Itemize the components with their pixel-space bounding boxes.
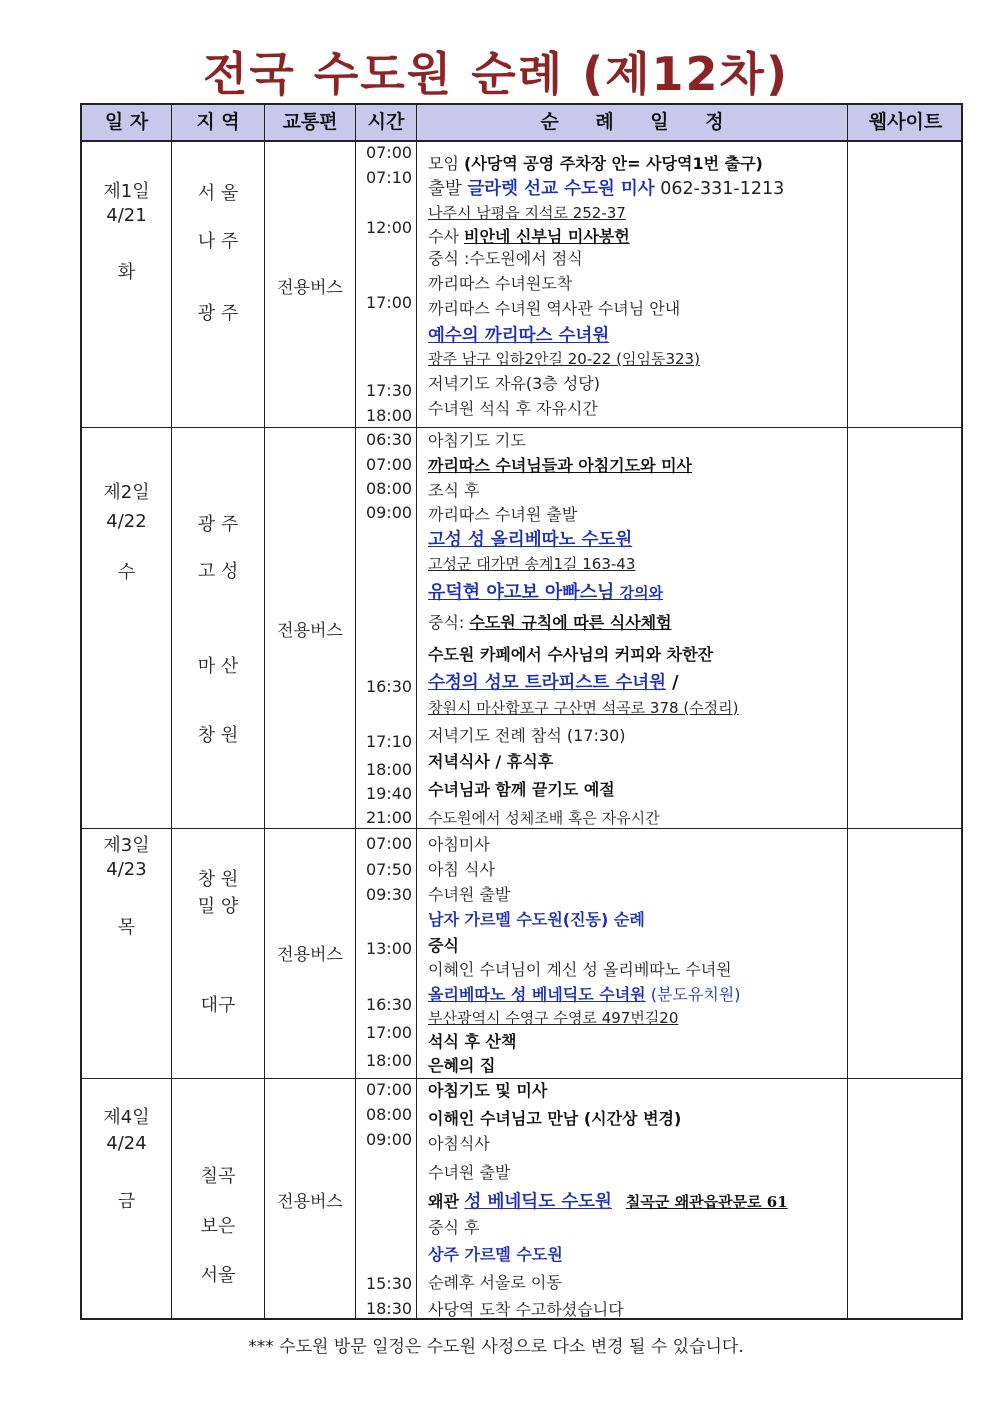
- time: 21:00: [365, 808, 413, 827]
- schedule-line: 모임 (사당역 공영 주차장 안= 사당역1번 출구): [428, 154, 763, 173]
- time: 07:50: [365, 860, 413, 879]
- header-website: 웹사이트: [868, 111, 943, 133]
- region: 보은: [200, 1216, 236, 1237]
- region: 대구: [200, 995, 236, 1016]
- region: 나 주: [197, 231, 239, 252]
- schedule-line: 저녁식사 / 휴식후: [428, 752, 554, 771]
- address-line: 광주 남구 입하2안길 20-22 (임임동323): [428, 350, 700, 368]
- address-line: 부산광역시 수영구 수영로 497번길20: [428, 1009, 679, 1027]
- day-label: 제1일: [103, 181, 150, 202]
- schedule-line: 은혜의 집: [428, 1056, 496, 1075]
- time: 07:00: [365, 1080, 413, 1099]
- header-region: 지 역: [196, 111, 240, 133]
- schedule-line: 까리따스 수녀원 출발: [428, 505, 578, 524]
- region: 밀 양: [197, 896, 239, 917]
- schedule-line: 중식 :수도원에서 점식: [428, 249, 583, 268]
- time: 07:00: [365, 834, 413, 853]
- schedule-line: 수사 비안네 신부님 미사봉헌: [428, 227, 630, 246]
- schedule-line: 순례후 서울로 이동: [428, 1273, 562, 1292]
- schedule-line: 저녁기도 전례 참석 (17:30): [428, 726, 626, 745]
- time: 17:30: [365, 381, 413, 400]
- time: 18:00: [365, 760, 413, 779]
- time: 16:30: [365, 995, 413, 1014]
- day-date: 4/23: [106, 859, 147, 880]
- region: 서울: [200, 1265, 236, 1286]
- region: 서 울: [197, 183, 239, 204]
- time: 17:00: [365, 293, 413, 312]
- schedule-line: 수녀원 출발: [428, 885, 511, 904]
- day-weekday: 금: [117, 1191, 136, 1212]
- time: 15:30: [365, 1274, 413, 1293]
- day-weekday: 수: [117, 562, 136, 583]
- region: 고 성: [197, 561, 239, 582]
- schedule-line: 중식: [428, 936, 459, 955]
- time: 08:00: [365, 1105, 413, 1124]
- schedule-line: 수녀원 출발: [428, 1163, 511, 1182]
- time: 18:00: [365, 406, 413, 425]
- footnote: *** 수도원 방문 일정은 수도원 사정으로 다소 변경 될 수 있습니다.: [248, 1337, 744, 1357]
- time: 19:40: [365, 784, 413, 803]
- transport: 전용버스: [277, 945, 343, 965]
- schedule-line: 수녀원 석식 후 자유시간: [428, 399, 598, 418]
- address-line: 창원시 마산합포구 구산면 석곡로 378 (수정리): [428, 699, 739, 717]
- schedule-line: 까리따스 수녀님들과 아침기도와 미사: [428, 456, 693, 475]
- schedule-line: 올리베따노 성 베네딕도 수녀원 (분도유치원): [428, 985, 741, 1004]
- schedule-line: 수도원 카페에서 수사님의 커피와 차한잔: [428, 645, 714, 664]
- time: 18:00: [365, 1051, 413, 1070]
- schedule-line: 아침기도 및 미사: [428, 1081, 548, 1100]
- schedule-line: 수도원에서 성체조배 혹은 자유시간: [428, 809, 660, 827]
- schedule-line: 아침기도 기도: [428, 431, 526, 450]
- time: 13:00: [365, 939, 413, 958]
- schedule-line: 까리따스 수녀원 역사관 수녀님 안내: [428, 299, 681, 318]
- schedule-line: 조식 후: [428, 481, 480, 500]
- day-label: 제4일: [103, 1107, 150, 1128]
- day-label: 제3일: [103, 835, 150, 856]
- table-header: [82, 105, 961, 142]
- day-label: 제2일: [103, 482, 150, 503]
- day-weekday: 목: [117, 917, 136, 938]
- time: 08:00: [365, 479, 413, 498]
- time: 09:00: [365, 503, 413, 522]
- time: 07:00: [365, 143, 413, 162]
- schedule-line: 중식: 수도원 규칙에 따른 식사체험: [428, 613, 672, 632]
- schedule-line: 예수의 까리따스 수녀원: [428, 326, 610, 346]
- time: 09:30: [365, 885, 413, 904]
- time: 18:30: [365, 1299, 413, 1318]
- schedule-line: 왜관 성 베네딕도 수도원 칠곡군 왜관읍관문로 61: [428, 1192, 788, 1212]
- time: 17:10: [365, 732, 413, 751]
- row-divider: [82, 828, 961, 829]
- transport: 전용버스: [277, 621, 343, 641]
- region: 창 원: [197, 869, 239, 890]
- header-schedule: 순 례 일 정: [540, 111, 724, 133]
- schedule-line: 까리따스 수녀원도착: [428, 274, 573, 293]
- transport: 전용버스: [277, 1192, 343, 1212]
- header-time: 시간: [367, 111, 405, 133]
- schedule-line: 아침 식사: [428, 860, 495, 879]
- day-date: 4/24: [106, 1133, 147, 1154]
- column-divider: [355, 105, 356, 1318]
- schedule-line: 수정의 성모 트라피스트 수녀원 /: [428, 673, 679, 693]
- schedule-table: [80, 103, 963, 1320]
- day-date: 4/21: [106, 205, 147, 226]
- region: 광 주: [197, 514, 239, 535]
- region: 칠곡: [200, 1166, 236, 1187]
- day-weekday: 화: [117, 262, 136, 283]
- page-title: 전국 수도원 순례 (제12차): [202, 47, 790, 101]
- schedule-line: 출발 글라렛 선교 수도원 미사 062-331-1213: [428, 179, 785, 199]
- schedule-line: 석식 후 산책: [428, 1032, 517, 1051]
- schedule-line: 남자 가르멜 수도원(진동) 순례: [428, 910, 645, 929]
- region: 창 원: [197, 725, 239, 746]
- transport: 전용버스: [277, 278, 343, 298]
- schedule-line: 사당역 도착 수고하셨습니다: [428, 1300, 624, 1319]
- schedule-line: 중식 후: [428, 1218, 480, 1237]
- schedule-line: 아침식사: [428, 1134, 490, 1153]
- column-divider: [416, 105, 417, 1318]
- header-day: 일 자: [104, 111, 149, 133]
- time: 17:00: [365, 1023, 413, 1042]
- schedule-line: 상주 가르멜 수도원: [428, 1245, 563, 1264]
- time: 07:10: [365, 168, 413, 187]
- schedule-line: 이해인 수녀님고 만남 (시간상 변경): [428, 1109, 682, 1128]
- schedule-line: 아침미사: [428, 835, 490, 854]
- time: 06:30: [365, 430, 413, 449]
- schedule-line: 수녀님과 함께 끝기도 예절: [428, 780, 615, 799]
- time: 16:30: [365, 677, 413, 696]
- day-date: 4/22: [106, 511, 147, 532]
- schedule-line: 고성 성 올리베따노 수도원: [428, 530, 633, 550]
- schedule-line: 이혜인 수녀님이 계신 성 올리베따노 수녀원: [428, 960, 732, 979]
- schedule-line: 저녁기도 자유(3층 성당): [428, 374, 600, 393]
- time: 12:00: [365, 218, 413, 237]
- time: 09:00: [365, 1130, 413, 1149]
- address-line: 나주시 남평읍 지석로 252-37: [428, 204, 626, 222]
- header-transport: 교통편: [282, 111, 338, 133]
- schedule-line: 유덕현 야고보 아빠스님 강의와: [428, 582, 664, 603]
- address-line: 고성군 대가면 송계1길 163-43: [428, 555, 636, 573]
- column-divider: [171, 105, 172, 1318]
- region: 마 산: [197, 656, 239, 677]
- region: 광 주: [197, 303, 239, 324]
- time: 07:00: [365, 455, 413, 474]
- column-divider: [847, 105, 848, 1318]
